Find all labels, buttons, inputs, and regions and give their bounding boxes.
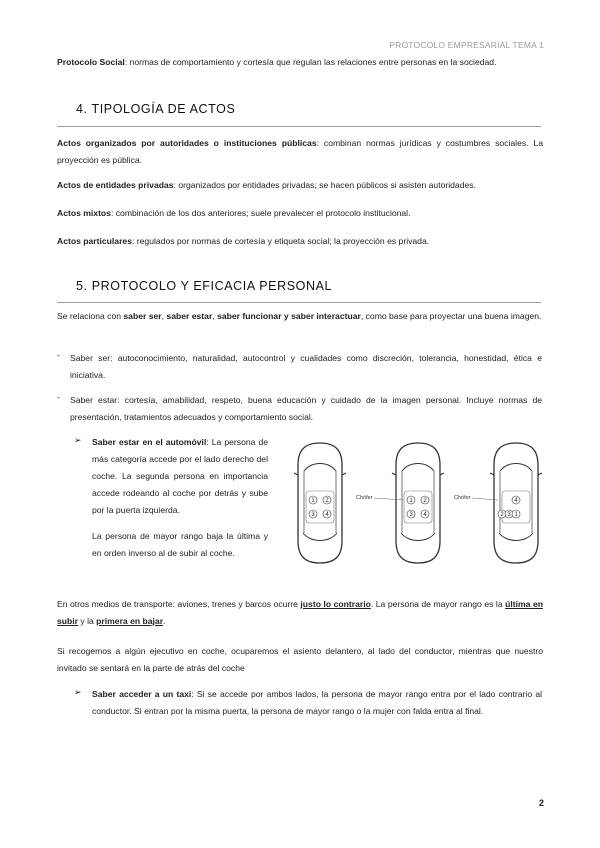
seat-label: 2 [423,498,427,505]
actos-particulares-text: : regulados por normas de cortesía y etiqueta social; la proyección es privada. [132,236,430,246]
intro-text: Se relaciona con [57,311,124,321]
section-5-intro [57,308,543,325]
intro-text-end: , como base para proyectar una buena imagen. [360,311,542,321]
seat-label: 4 [423,512,427,519]
actos-publicos-paragraph [57,135,543,169]
running-header: PROTOCOLO EMPRESARIAL TEMA 1 [389,40,544,50]
intro-sep: , [212,311,218,321]
arrow-bullet-icon: ➢ [74,435,82,445]
intro-saber-ser: saber ser [123,311,162,321]
car-2-icon [392,443,444,563]
transport-text-end: . [163,616,166,626]
taxi-paragraph [92,686,542,720]
seat-label: 3 [409,512,413,519]
seat-label: 3 [507,512,511,519]
automovil-text: : La persona de más categoría accede por el lado derecho del coche. La segunda persona en importancia accede rodeando al coche por detrás y sube por la puerta izquierda. [92,437,268,515]
actos-mixtos-text: : combinación de los dos anteriores; suele prevalecer el protocolo institucional. [110,208,411,218]
transport-text: y la [78,616,97,626]
transport-text: En otros medios de transporte: aviones, trenes y barcos ocurre [57,599,301,609]
actos-mixtos-paragraph [57,205,543,222]
protocolo-social-term: Protocolo Social [57,57,125,67]
saber-estar-item: Saber estar: cortesía, amabilidad, respeto, buena educación y cuidado de la imagen personal. Incluye normas de presentación, tratamientos adecuados y comportamiento social. [70,395,542,422]
chofer-label: Chófer [454,495,471,501]
intro-saber-estar: saber estar [166,311,213,321]
page-number: 2 [538,798,544,808]
seat-label: 4 [514,498,518,505]
protocolo-social-paragraph [57,54,543,71]
transport-ultima-subir: última en subir [57,599,543,626]
recoger-ejecutivo-paragraph: Si recogemos a algún ejecutivo en coche, ocuparemos el asiento delantero, al lado del conductor, mientras que nuestro invitado se sentará en la parte de atrás del coche [57,646,543,673]
section-4-heading: 4. TIPOLOGÍA DE ACTOS [76,102,236,116]
dash-marker: - [57,350,60,360]
dash-marker: - [57,392,60,402]
seat-label: 3 [311,512,315,519]
section-4-rule [57,126,541,127]
intro-saber-funcionar: saber funcionar y saber interactuar [217,311,361,321]
seat-label: 1 [514,512,518,519]
actos-mixtos-term: Actos mixtos [57,208,111,218]
chofer-label: Chófer [356,495,373,501]
transport-primera-bajar: primera en bajar [96,616,164,626]
protocolo-social-text: : normas de comportamiento y cortesía que regulan las relaciones entre personas en la sociedad. [124,57,497,67]
taxi-term: Saber acceder a un taxi [92,689,192,699]
intro-sep: , [161,311,167,321]
transport-text: . La persona de mayor rango es la [370,599,506,609]
seat-label: 1 [311,498,315,505]
automovil-paragraph [92,434,268,519]
seat-label: 4 [325,512,329,519]
actos-particulares-term: Actos particulares [57,236,132,246]
seat-label: 2 [325,498,329,505]
car-seating-diagram [290,437,546,569]
transport-justo-contrario: justo lo contrario [300,599,371,609]
seat-label: 2 [500,512,504,519]
saber-ser-item: Saber ser: autoconocimiento, naturalidad, autocontrol y cualidades como discreción, tolerancia, honestidad, ética e iniciativa. [70,353,542,380]
actos-privados-term: Actos de entidades privadas [57,180,174,190]
transport-paragraph [57,596,543,630]
arrow-bullet-icon: ➢ [74,687,82,697]
taxi-text: : Si se accede por ambos lados, la persona de mayor rango entra por el lado contrario al conductor. Si entran por la misma puerta, la persona de mayor rango o la mujer con falda entra al final. [92,689,543,716]
car-1-icon [294,443,346,563]
section-5-heading: 5. PROTOCOLO Y EFICACIA PERSONAL [76,279,333,293]
actos-publicos-term: Actos organizados por autoridades o instituciones públicas [57,138,317,148]
actos-privados-text: : organizados por entidades privadas; se hacen públicos si asisten autoridades. [173,180,476,190]
automovil-paragraph-2: La persona de mayor rango baja la última y en orden inverso al de subir al coche. [92,531,268,558]
section-5-rule [57,302,541,303]
seat-label: 1 [409,498,413,505]
actos-publicos-text: : combinan normas jurídicas y costumbres sociales. La proyección es pública. [57,138,544,165]
automovil-term: Saber estar en el automóvil [92,437,207,447]
actos-particulares-paragraph [57,233,543,250]
actos-privados-paragraph [57,177,543,194]
